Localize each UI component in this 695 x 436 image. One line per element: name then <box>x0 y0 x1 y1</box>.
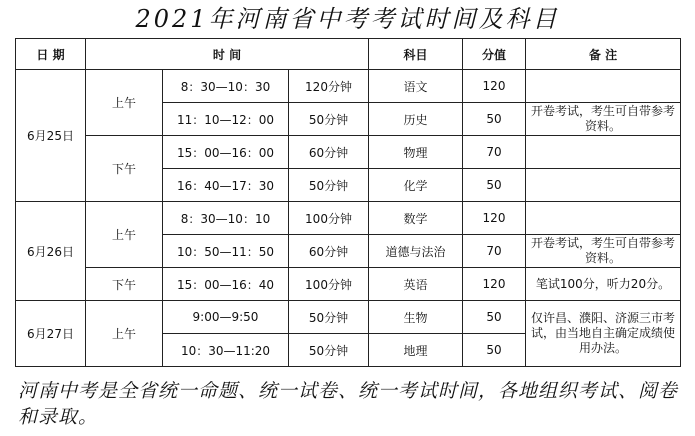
period-cell: 上午 <box>86 70 163 136</box>
duration-cell: 60分钟 <box>289 136 369 169</box>
table-row <box>16 268 681 301</box>
duration-cell: 120分钟 <box>289 70 369 103</box>
exam-schedule-table <box>15 38 681 367</box>
header-note: 备 注 <box>526 39 681 70</box>
period-cell: 下午 <box>86 136 163 202</box>
subject-cell: 道德与法治 <box>369 235 463 268</box>
date-cell: 6月25日 <box>16 70 86 202</box>
note-cell <box>526 169 681 202</box>
table-row <box>16 136 681 169</box>
subject-cell: 数学 <box>369 202 463 235</box>
table-row <box>16 202 681 235</box>
header-subject: 科目 <box>369 39 463 70</box>
date-cell: 6月26日 <box>16 202 86 301</box>
subject-cell: 生物 <box>369 301 463 334</box>
duration-cell: 50分钟 <box>289 301 369 334</box>
time-cell: 15：00—16：40 <box>163 268 289 301</box>
time-cell: 15：00—16：00 <box>163 136 289 169</box>
score-cell: 120 <box>463 202 526 235</box>
subject-cell: 物理 <box>369 136 463 169</box>
table-row <box>16 70 681 103</box>
note-cell <box>526 202 681 235</box>
note-cell: 开卷考试，考生可自带参考资料。 <box>526 103 681 136</box>
note-cell <box>526 70 681 103</box>
table-row <box>16 301 681 334</box>
score-cell: 120 <box>463 70 526 103</box>
time-cell: 8：30—10：30 <box>163 70 289 103</box>
subject-cell: 历史 <box>369 103 463 136</box>
duration-cell: 50分钟 <box>289 334 369 367</box>
subject-cell: 化学 <box>369 169 463 202</box>
score-cell: 50 <box>463 103 526 136</box>
page-title: 2021年河南省中考考试时间及科目 <box>135 5 560 33</box>
subject-cell: 地理 <box>369 334 463 367</box>
header-date: 日 期 <box>16 39 86 70</box>
note-cell: 仅许昌、濮阳、济源三市考试，由当地自主确定成绩使用办法。 <box>526 301 681 367</box>
subject-cell: 英语 <box>369 268 463 301</box>
period-cell: 下午 <box>86 268 163 301</box>
score-cell: 50 <box>463 301 526 334</box>
subject-cell: 语文 <box>369 70 463 103</box>
time-cell: 10：30—11:20 <box>163 334 289 367</box>
duration-cell: 50分钟 <box>289 103 369 136</box>
duration-cell: 100分钟 <box>289 268 369 301</box>
duration-cell: 60分钟 <box>289 235 369 268</box>
time-cell: 16：40—17：30 <box>163 169 289 202</box>
time-cell: 11：10—12：00 <box>163 103 289 136</box>
duration-cell: 100分钟 <box>289 202 369 235</box>
date-cell: 6月27日 <box>16 301 86 367</box>
score-cell: 120 <box>463 268 526 301</box>
time-cell: 8：30—10：10 <box>163 202 289 235</box>
period-cell: 上午 <box>86 301 163 367</box>
score-cell: 50 <box>463 169 526 202</box>
header-score: 分值 <box>463 39 526 70</box>
score-cell: 70 <box>463 136 526 169</box>
time-cell: 10：50—11：50 <box>163 235 289 268</box>
note-cell: 笔试100分，听力20分。 <box>526 268 681 301</box>
duration-cell: 50分钟 <box>289 169 369 202</box>
score-cell: 70 <box>463 235 526 268</box>
period-cell: 上午 <box>86 202 163 268</box>
table-header-row <box>16 39 681 70</box>
footnote: 河南中考是全省统一命题、统一试卷、统一考试时间，各地组织考试、阅卷和录取。 <box>18 380 679 428</box>
note-cell: 开卷考试，考生可自带参考资料。 <box>526 235 681 268</box>
header-time: 时 间 <box>86 39 369 70</box>
score-cell: 50 <box>463 334 526 367</box>
note-cell <box>526 136 681 169</box>
time-cell: 9:00—9:50 <box>163 301 289 334</box>
